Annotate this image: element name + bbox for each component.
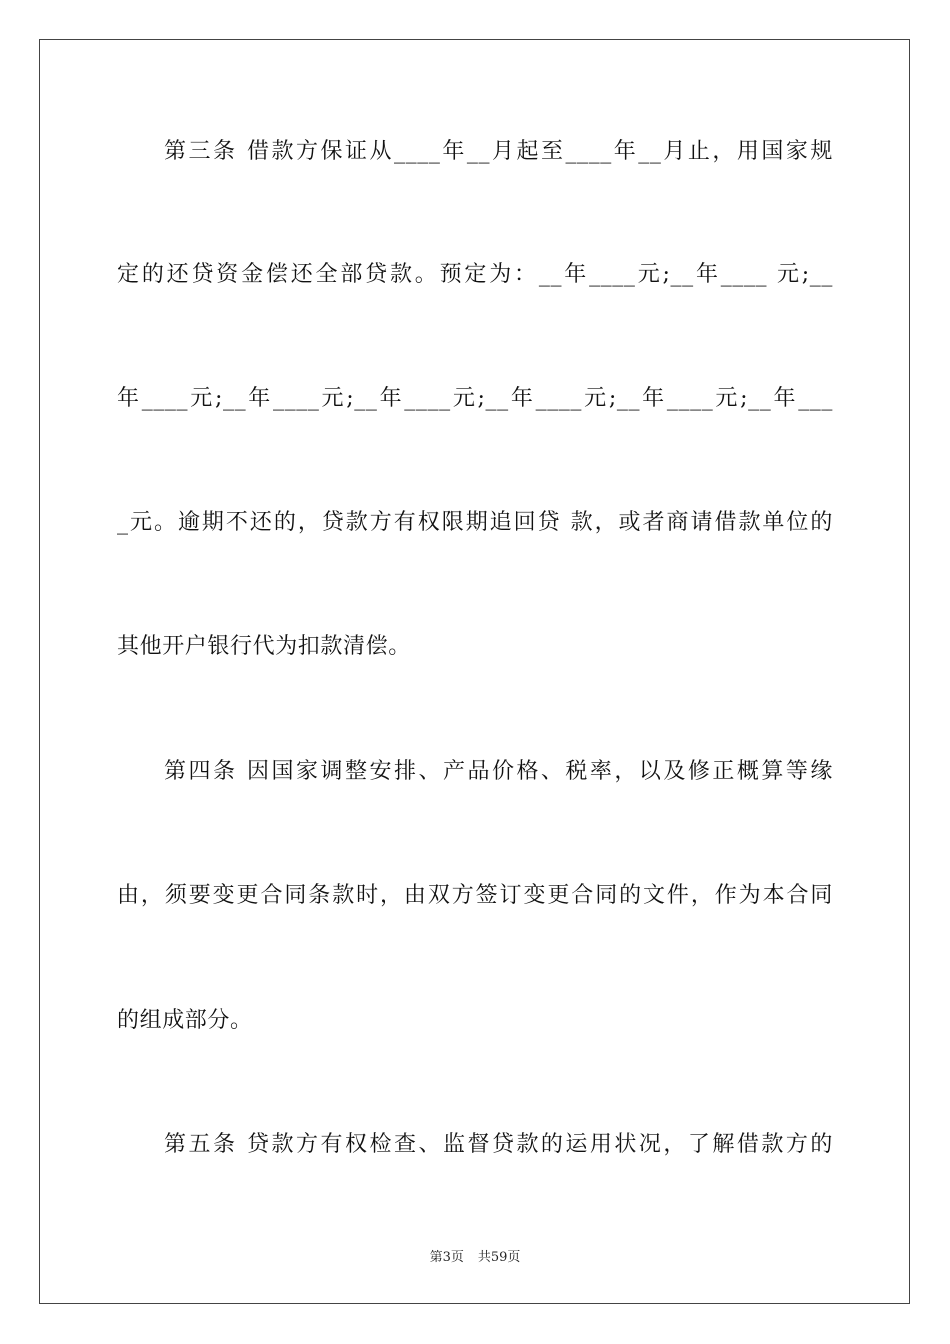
article-3-line-5: 其他开户银行代为扣款清偿。	[117, 634, 411, 659]
article-5-line-1: 第五条 贷款方有权检查、监督贷款的运用状况，了解借款方的	[164, 1132, 833, 1157]
page-footer	[0, 1246, 950, 1265]
page-total: 共59页	[477, 1250, 521, 1265]
article-3-line-1: 第三条 借款方保证从____年__月起至____年__月止，用国家规	[164, 139, 833, 164]
article-4-line-3: 的组成部分。	[117, 1008, 253, 1033]
page-number: 第3页	[429, 1250, 464, 1265]
article-4-line-2: 由，须要变更合同条款时，由双方签订变更合同的文件，作为本合同	[117, 883, 833, 908]
article-3-line-2: 定的还贷资金偿还全部贷款。预定为：__年____元;__年____ 元;__	[117, 262, 833, 287]
article-4-line-1: 第四条 因国家调整安排、产品价格、税率，以及修正概算等缘	[164, 759, 833, 784]
article-3-line-3: 年____元;__年____元;__年____元;__年____元;__年____元;__年___	[117, 386, 833, 411]
article-3-line-4: _元。逾期不还的，贷款方有权限期追回贷 款，或者商请借款单位的	[117, 510, 833, 535]
page-frame	[39, 39, 910, 1304]
